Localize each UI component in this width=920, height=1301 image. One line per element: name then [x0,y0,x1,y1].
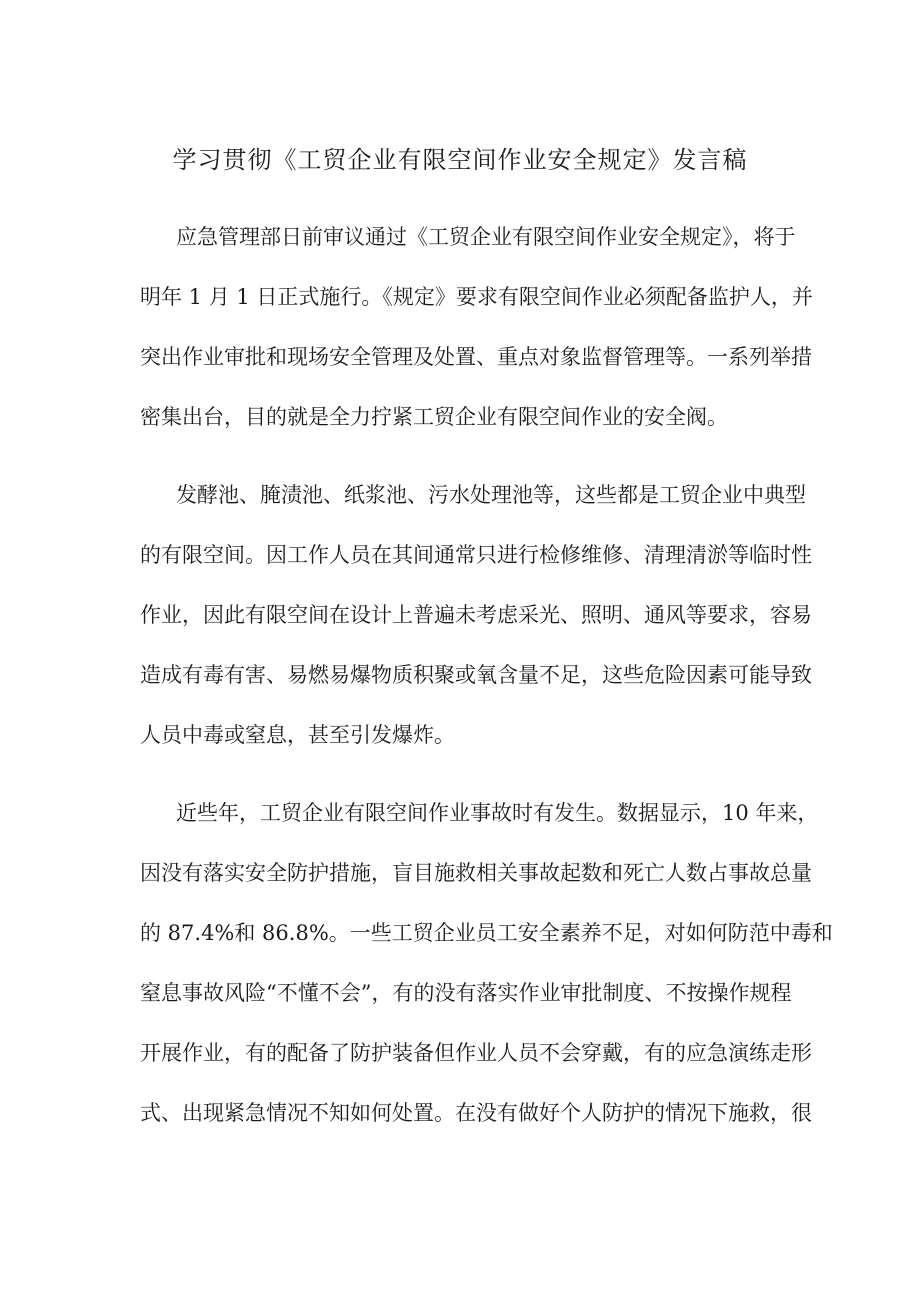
paragraph-3-line-1: 近些年，工贸企业有限空间作业事故时有发生。数据显示，10 年来， [176,801,819,825]
paragraph-3-line-5: 开展作业，有的配备了防护装备但作业人员不会穿戴，有的应急演练走形 [140,1041,812,1065]
paragraph-3-line-4: 窒息事故风险“不懂不会”，有的没有落实作业审批制度、不按操作规程 [140,981,792,1005]
paragraph-1-line-4: 密集出台，目的就是全力拧紧工贸企业有限空间作业的安全阀。 [140,405,728,429]
paragraph-3-line-3: 的 87.4%和 86.8%。一些工贸企业员工安全素养不足，对如何防范中毒和 [140,921,833,945]
paragraph-3-line-6: 式、出现紧急情况不知如何处置。在没有做好个人防护的情况下施救，很 [140,1101,812,1125]
paragraph-1-line-3: 突出作业审批和现场安全管理及处置、重点对象监督管理等。一系列举措 [140,345,812,369]
document-title: 学习贯彻《工贸企业有限空间作业安全规定》发言稿 [172,146,748,174]
paragraph-2-line-4: 造成有毒有害、易燃易爆物质积聚或氧含量不足，这些危险因素可能导致 [140,663,812,687]
paragraph-2-line-2: 的有限空间。因工作人员在其间通常只进行检修维修、清理清淤等临时性 [140,543,812,567]
paragraph-1-line-2: 明年 1 月 1 日正式施行。《规定》要求有限空间作业必须配备监护人，并 [140,285,813,309]
paragraph-2-line-5: 人员中毒或窒息，甚至引发爆炸。 [140,723,455,747]
paragraph-1-line-1: 应急管理部日前审议通过《工贸企业有限空间作业安全规定》，将于 [176,225,796,249]
paragraph-2-line-3: 作业，因此有限空间在设计上普遍未考虑采光、照明、通风等要求，容易 [140,603,812,627]
paragraph-2-line-1: 发酵池、腌渍池、纸浆池、污水处理池等，这些都是工贸企业中典型 [176,483,806,507]
paragraph-3-line-2: 因没有落实安全防护措施，盲目施救相关事故起数和死亡人数占事故总量 [140,861,812,885]
